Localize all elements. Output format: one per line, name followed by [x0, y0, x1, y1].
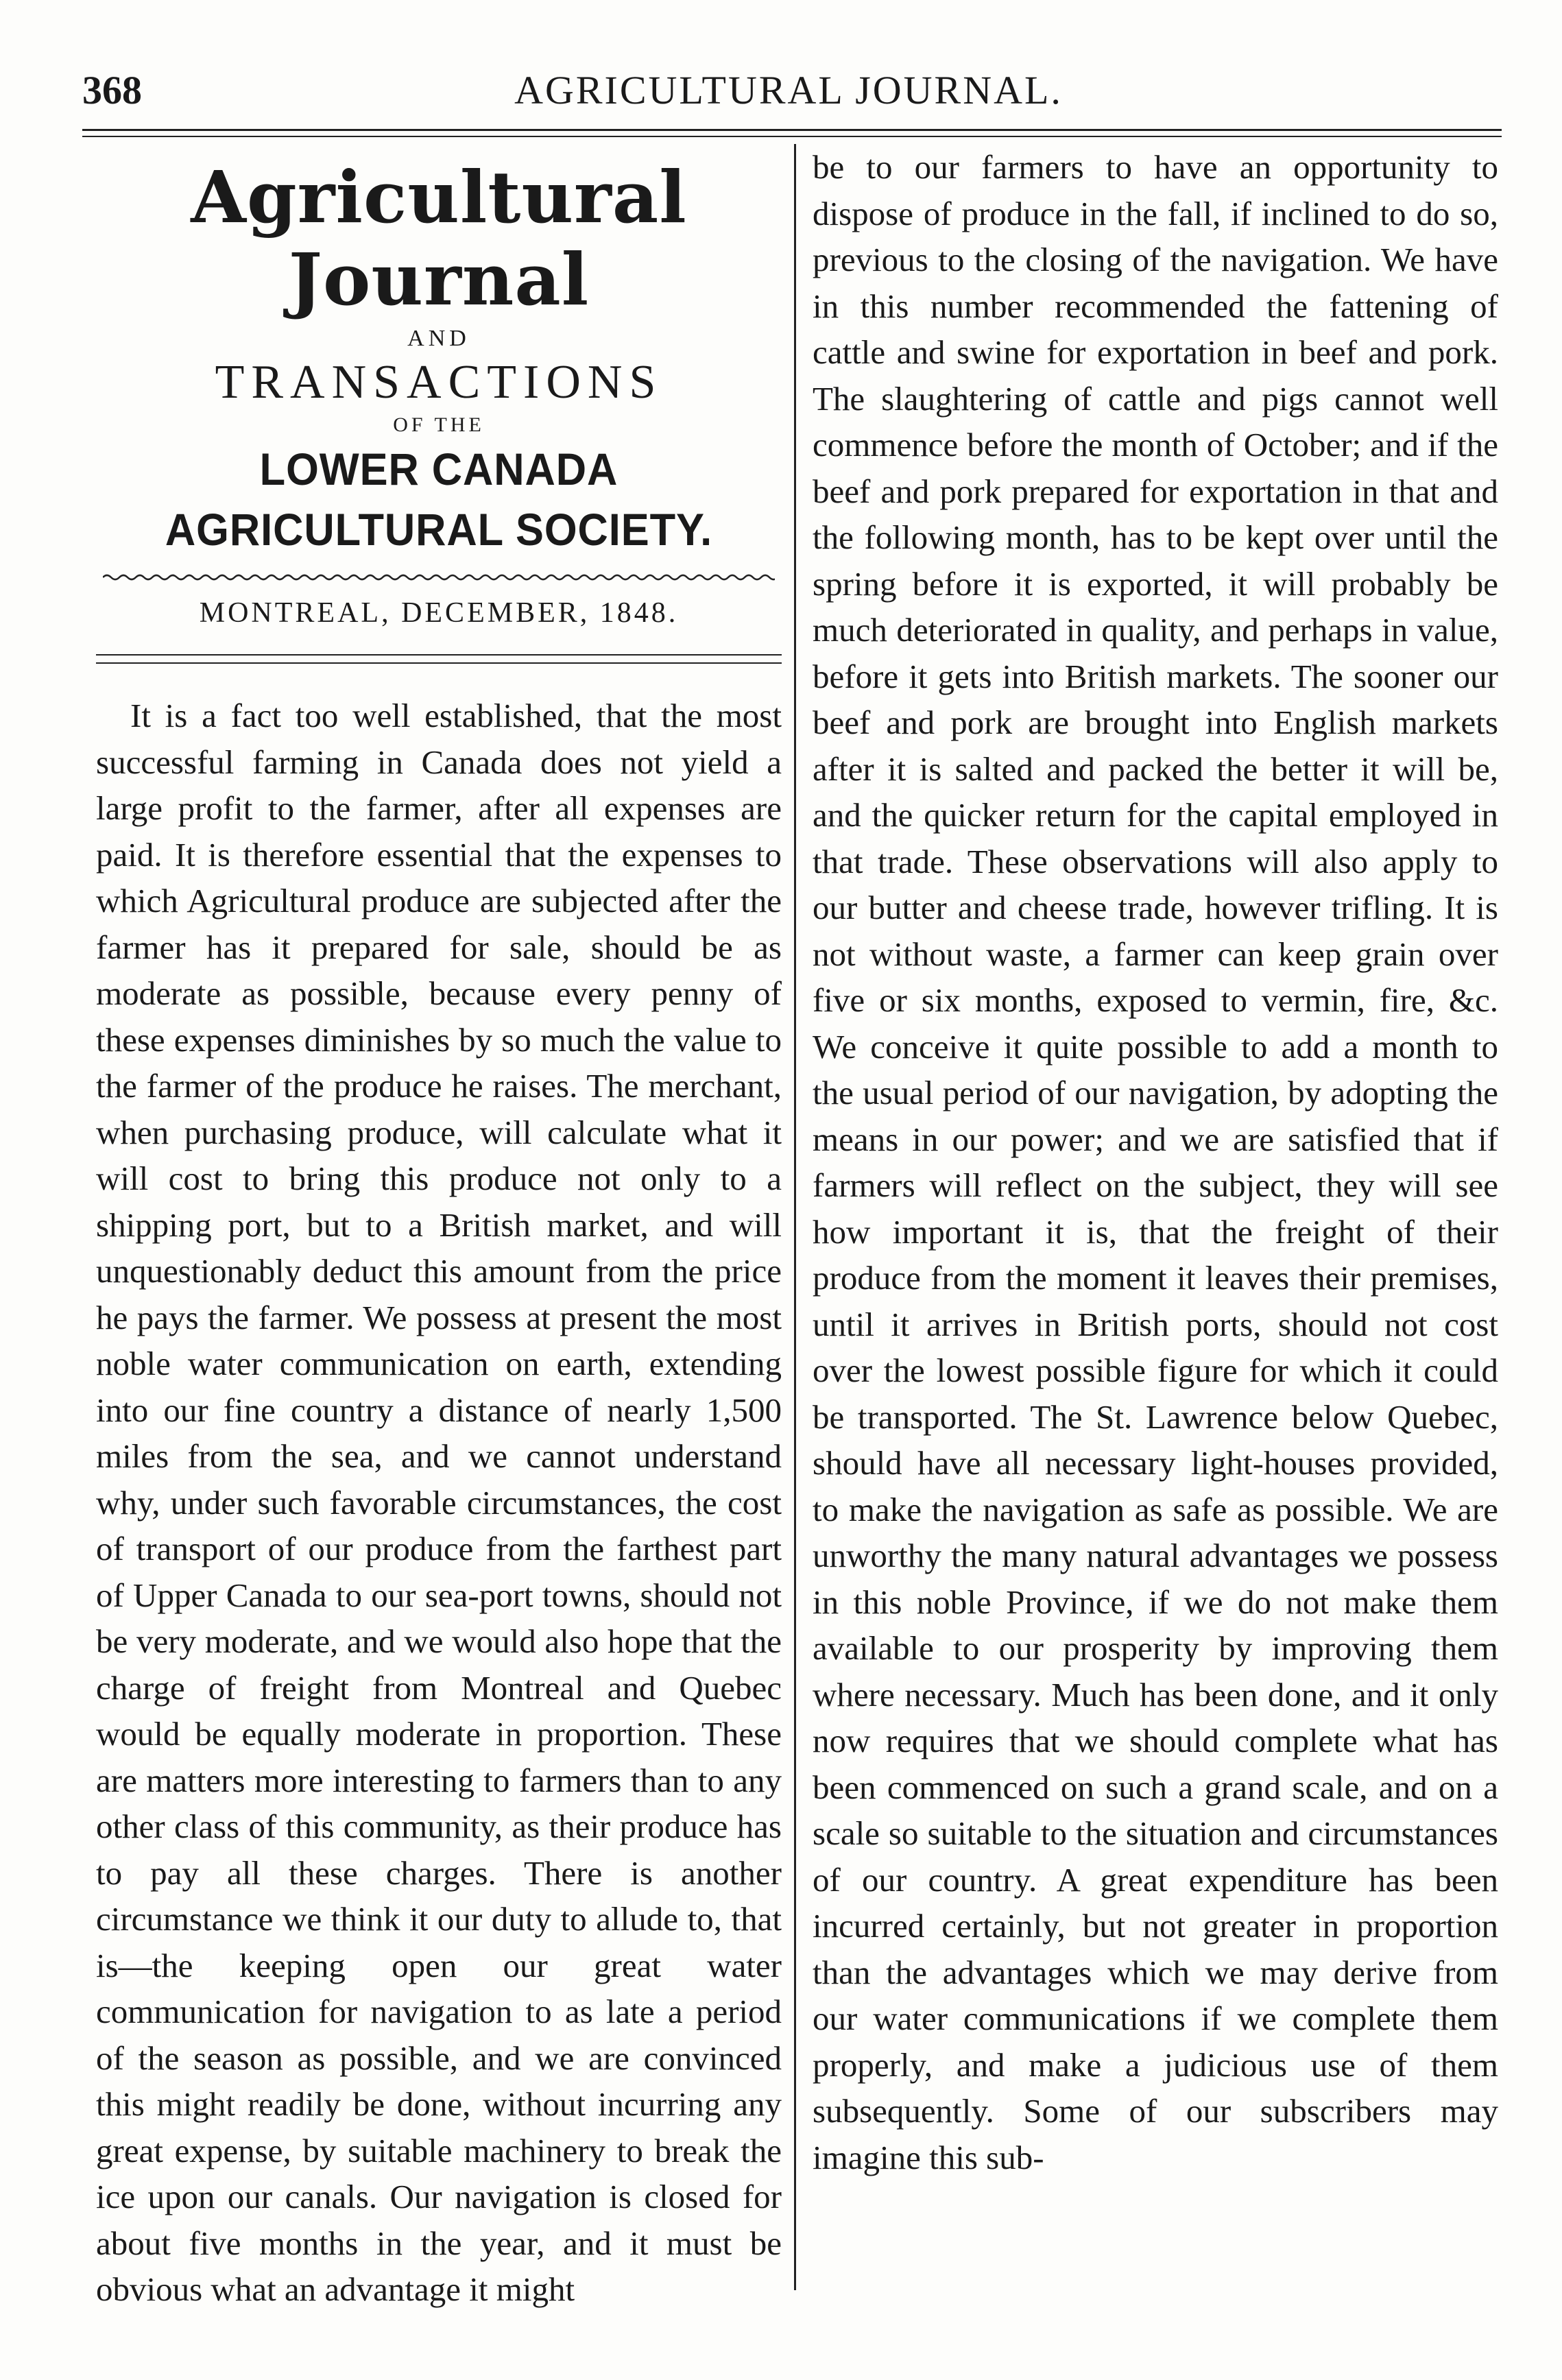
right-column	[813, 144, 1498, 2180]
article-text-right: be to our farmers to have an opportunity to dispose of produce in the fall, if inclined to do so, previous to the closing of the navigation. We have in this number recommended the fattening of cattle and swine for exportation in beef and pork. The slaughtering of cattle and pigs cannot well commence before the month of October; and if the beef and pork prepared for exportation in that and the following month, has to be kept over until the spring before it is exported, it will probably be much deteriorated in quality, and perhaps in value, before it gets into British markets. The sooner our beef and pork are brought into English markets after it is salted and packed the better it will be, and the quicker return for the capital employed in that trade. These observations will also apply to our butter and cheese trade, however trifling. It is not without waste, a farmer can keep grain over five or six months, exposed to vermin, fire, &c. We conceive it quite possible to add a month to the usual period of our navigation, by adopting the means in our power; and we are satisfied that if farmers will reflect on the subject, they will see how important it is, that the freight of their produce from the moment it leaves their premises, until it arrives in British ports, should not cost over the lowest possible figure for which it could be transported. The St. Lawrence below Quebec, should have all necessary light-houses provided, to make the navigation as safe as possible. We are unworthy the many natural advantages we possess in this noble Province, if we do not make them available to our prosperity by improving them where necessary. Much has been done, and it only now requires that we should complete what has been commenced on such a grand scale, and on a scale so suitable to the situation and circumstances of our country. A great expenditure has been incurred certainly, but not greater in proportion than the advantages which we may derive from our water communications if we complete them properly, and make a judicious use of them subsequently. Some of our subscribers may imagine this sub-	[813, 148, 1498, 2176]
header-rule-thin	[82, 136, 1502, 137]
page-number: 368	[82, 68, 142, 112]
running-head	[75, 60, 1502, 122]
double-rule	[96, 654, 782, 664]
wavy-divider	[103, 572, 775, 583]
masthead-society: LOWER CANADA AGRICULTURAL SOCIETY.	[165, 444, 713, 555]
masthead-title: Agricultural Journal	[191, 155, 687, 322]
masthead-and: AND	[407, 326, 470, 351]
column-divider	[794, 144, 796, 2290]
left-column	[96, 144, 782, 2313]
dateline: MONTREAL, DECEMBER, 1848.	[199, 597, 679, 629]
running-title: AGRICULTURAL JOURNAL.	[514, 68, 1063, 112]
masthead-of-the: OF THE	[393, 413, 485, 436]
header-rule	[82, 129, 1502, 131]
masthead-transactions: TRANSACTIONS	[215, 356, 663, 409]
article-text-left: It is a fact too well established, that the most successful farming in Canada does not yield a large profit to the farmer, after all expenses are paid. It is therefore essential that the expenses to which Agricultural produce are subjected after the farmer has it prepared for sale, should be as moderate as possible, because every penny of these expenses diminishes by so much the value to the farmer of the produce he raises. The merchant, when purchasing produce, will calculate what it will cost to bring this produce not only to a shipping port, but to a British market, and will unquestionably deduct this amount from the price he pays the farmer. We possess at present the most noble water communication on earth, extending into our fine country a distance of nearly 1,500 miles from the sea, and we cannot understand why, under such favorable circumstances, the cost of transport of our produce from the farthest part of Upper Canada to our sea-port towns, should not be very moderate, and we would also hope that the charge of freight from Montreal and Quebec would be equally moderate in proportion. These are matters more interesting to farmers than to any other class of this community, as their produce has to pay all these charges. There is another circumstance we think it our duty to allude to, that is—the keeping open our great water communication for navigation to as late a period of the season as possible, and we are convinced this might readily be done, without incurring any great expense, by suitable machinery to break the ice upon our canals. Our navigation is closed for about five months in the year, and it must be obvious what an advantage it might	[96, 697, 782, 2308]
masthead	[96, 156, 782, 560]
